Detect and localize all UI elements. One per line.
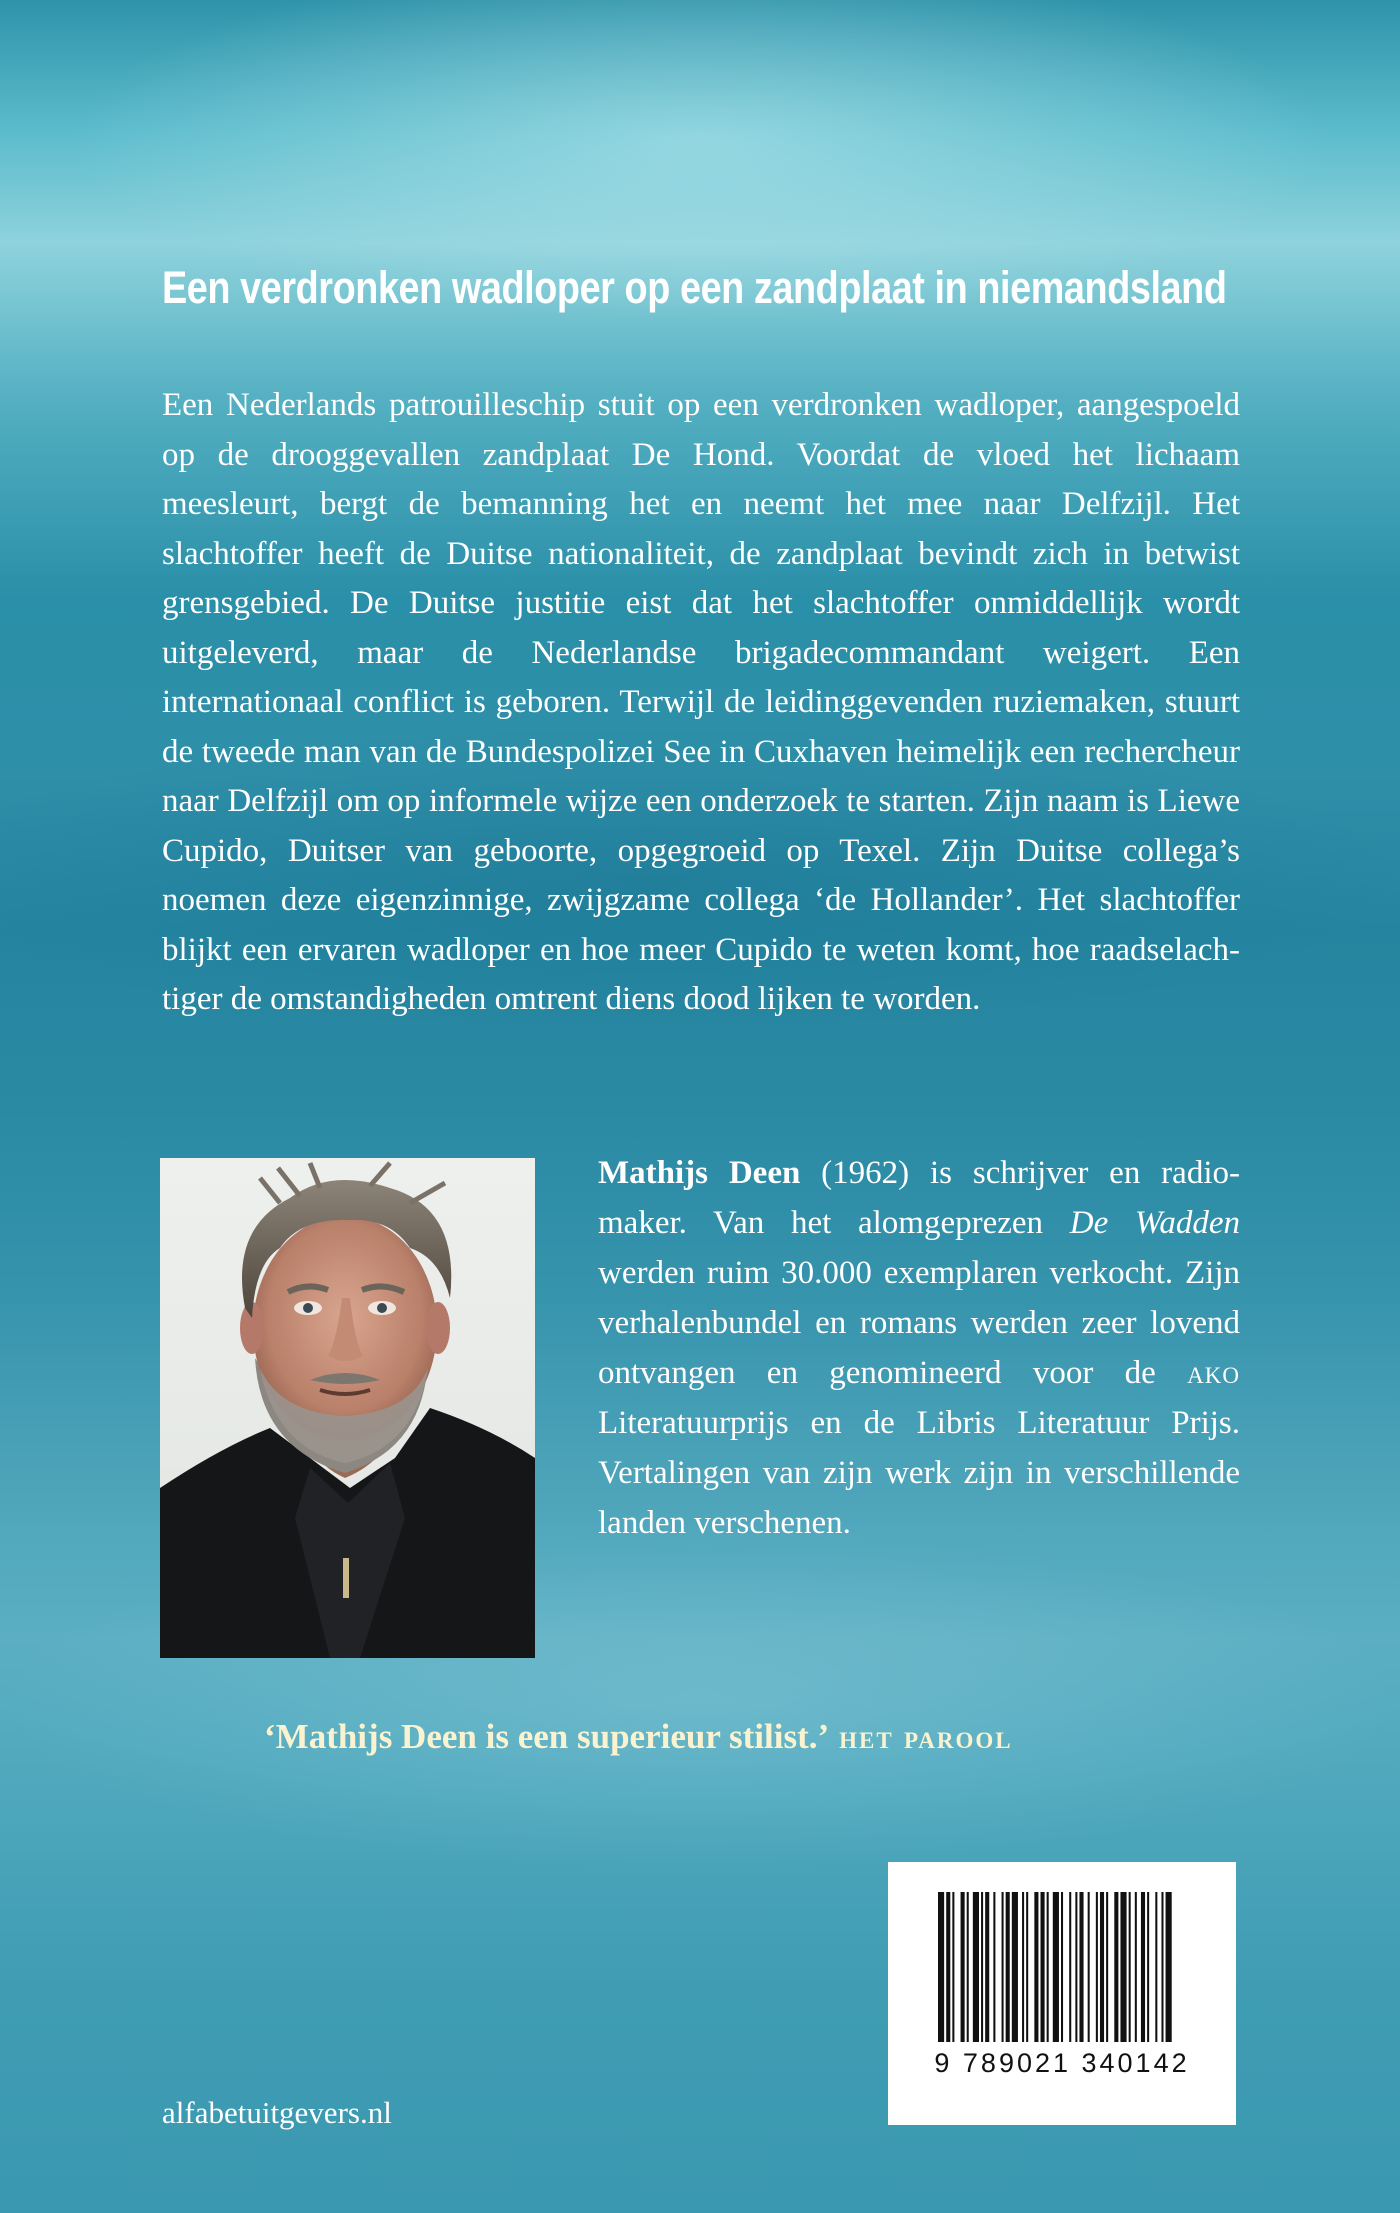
barcode-bar — [1041, 1892, 1045, 2042]
barcode-bar — [1106, 1892, 1108, 2042]
author-name: Mathijs Deen — [598, 1155, 801, 1191]
barcode-bar — [1034, 1892, 1038, 2042]
barcode-bar — [946, 1892, 950, 2042]
barcode-bar — [1135, 1892, 1137, 2042]
barcode-bar — [993, 1892, 995, 2042]
barcode-bar — [1061, 1892, 1063, 2042]
author-bio — [598, 1148, 1240, 1548]
quote-source: het parool — [839, 1720, 1013, 1756]
barcode-bar — [1147, 1892, 1149, 2042]
prize-abbreviation: ako — [1187, 1355, 1240, 1391]
barcode-bar — [1026, 1892, 1028, 2042]
publisher-url: alfabetuitgevers.nl — [162, 2095, 392, 2130]
barcode-bar — [1006, 1892, 1010, 2042]
barcode-bar — [1155, 1892, 1157, 2042]
barcode-bar — [1141, 1892, 1145, 2042]
isbn-number: 9 789021 340142 — [934, 2048, 1190, 2078]
author-photo — [160, 1158, 535, 1658]
barcode-bar — [1069, 1892, 1071, 2042]
barcode-bar — [1012, 1892, 1018, 2042]
barcode-bar — [1079, 1892, 1083, 2042]
barcode-bar — [1002, 1892, 1004, 2042]
review-quote — [264, 1712, 1164, 1763]
barcode-bar — [961, 1892, 965, 2042]
isbn-barcode — [888, 1862, 1236, 2125]
bio-text-3: Literatuurprijs en de Libris Literatuur Prijs. Vertalingen van zijn werk zijn in verschillende landen verschenen. — [598, 1405, 1240, 1541]
quote-text: ‘Mathijs Deen is een superieur stilist.’ — [264, 1717, 830, 1756]
bio-text-2: werden ruim 30.000 exemplaren verkocht. Zijn verhalenbundel en romans werden zeer lovend ontvangen en genomineerd voor de — [598, 1255, 1240, 1391]
barcode-bar — [1166, 1892, 1172, 2042]
barcode-bar — [985, 1892, 989, 2042]
bio-text-1: (1962) is schrijver en radiomaker. Van het alomgeprezen — [598, 1155, 1240, 1241]
barcode-bar — [1096, 1892, 1098, 2042]
barcode-bar — [1022, 1892, 1024, 2042]
barcode-bar — [1088, 1892, 1090, 2042]
barcode-bar — [1100, 1892, 1104, 2042]
barcode-bar — [1047, 1892, 1049, 2042]
barcode-bar — [967, 1892, 969, 2042]
barcode-bar — [981, 1892, 983, 2042]
barcode-bar — [973, 1892, 979, 2042]
barcode-bars — [938, 1892, 1186, 2042]
barcode-bar — [1075, 1892, 1077, 2042]
headline: Een verdronken wadloper op een zandplaat in niemandsland — [162, 262, 1227, 313]
barcode-bar — [952, 1892, 954, 2042]
barcode-bar — [1120, 1892, 1126, 2042]
synopsis-text: Een Nederlands patrouilleschip stuit op een verdronken wadloper, aangespoeld op de drooggevallen zandplaat De Hond. Voordat de vloed het lichaam meesleurt, bergt de bemanning het en neemt het mee naar Delfzijl. Het slachtoffer heeft de Duitse nationaliteit, de zandplaat bevindt zich in betwist grensgebied. De Duitse justitie eist dat het slachtoffer onmiddellijk wordt uitgeleverd, maar de Nederlandse brigadecommandant weigert. Een internationaal conflict is geboren. Terwijl de leidinggevenden ruziemaken, stuurt de tweede man van de Bundespolizei See in Cuxhaven heimelijk een rechercheur naar Delfzijl om op informele wijze een onderzoek te starten. Zijn naam is Liewe Cupido, Duitser van geboorte, opgegroeid op Texel. Zijn Duitse collega’s noemen deze eigenzinnige, zwijgzame collega ‘de Hollander’. Het slachtoffer blijkt een ervaren wadloper en hoe meer Cupido te weten komt, hoe raadselachtiger de omstandigheden omtrent diens dood lijken te worden. — [162, 387, 1240, 1017]
book-title: De Wadden — [1069, 1205, 1241, 1241]
barcode-bar — [1053, 1892, 1059, 2042]
barcode-bar — [1129, 1892, 1131, 2042]
barcode-bar — [938, 1892, 944, 2042]
barcode-bar — [1114, 1892, 1118, 2042]
barcode-bar — [1161, 1892, 1163, 2042]
